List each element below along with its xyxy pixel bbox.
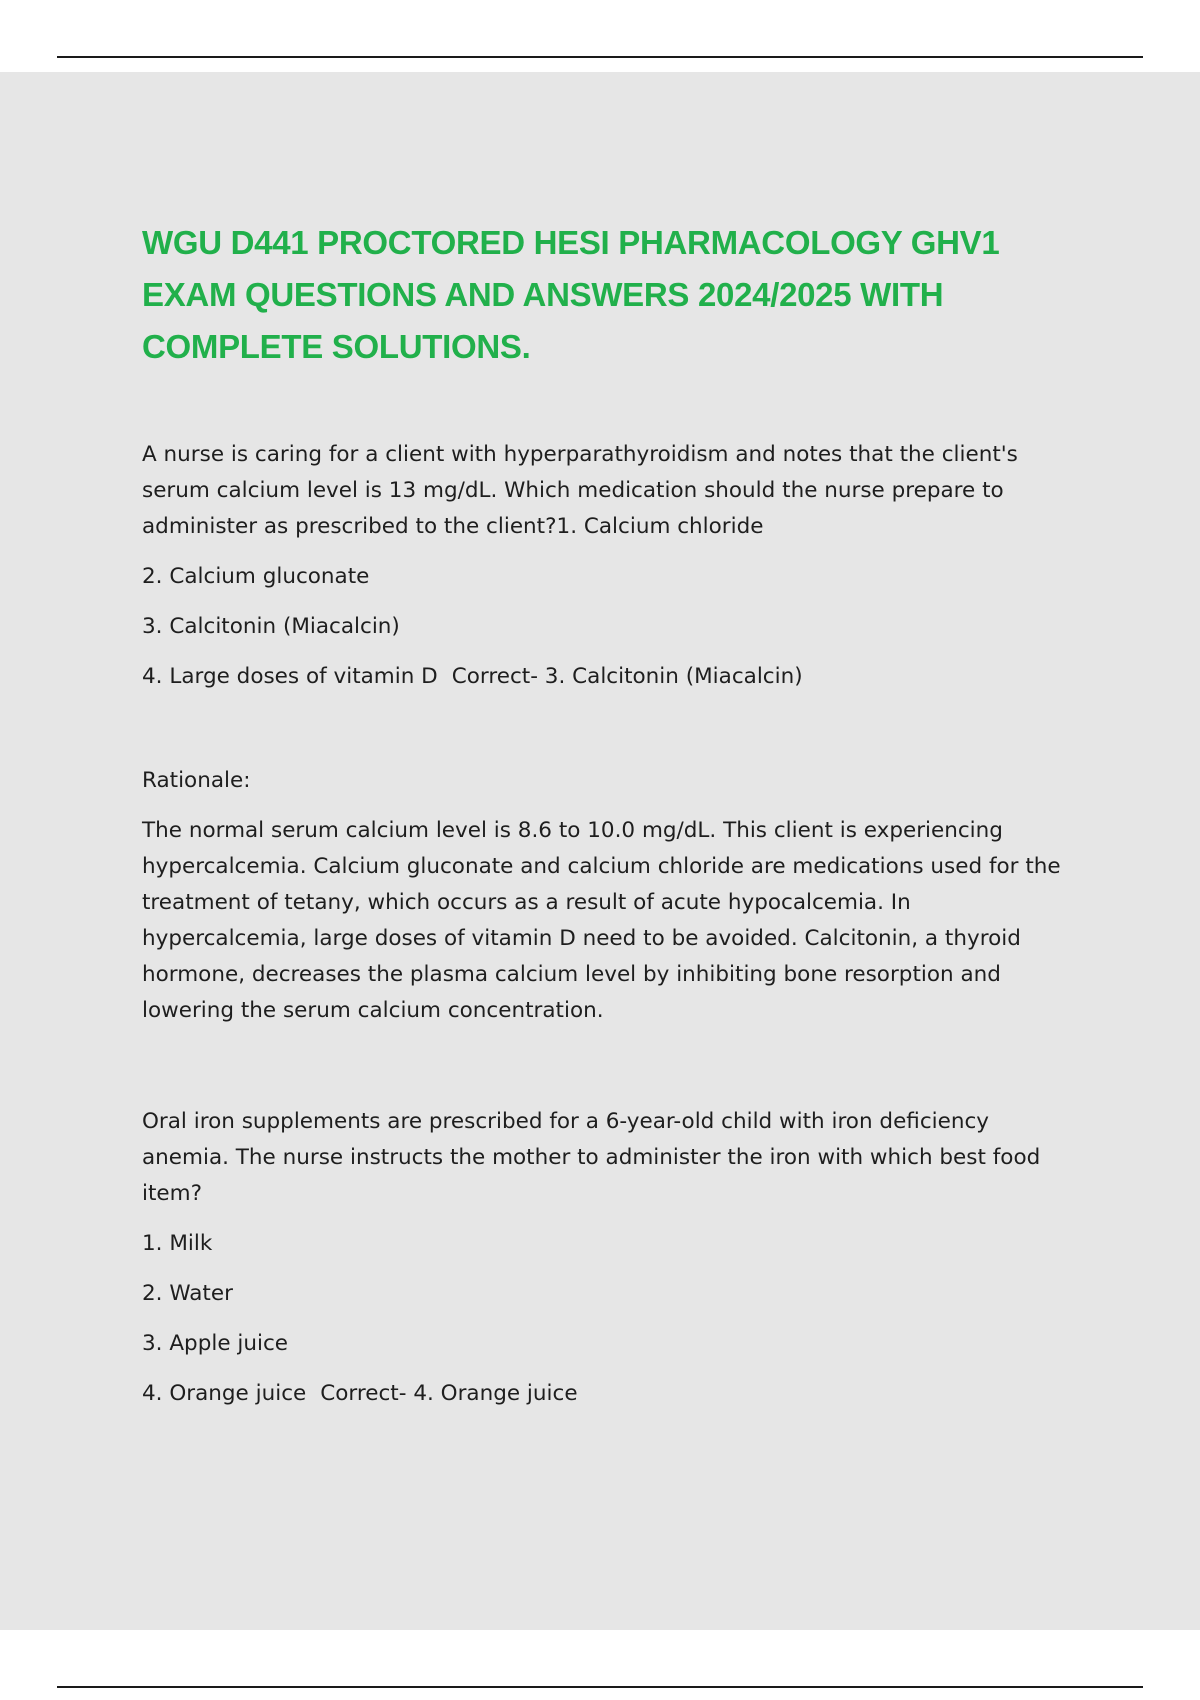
question-2-answer: Correct- 4. Orange juice (320, 1381, 578, 1406)
question-1-answer: Correct- 3. Calcitonin (Miacalcin) (451, 664, 803, 689)
question-2-option: 2. Water (142, 1281, 233, 1306)
question-2-stem: Oral iron supplements are prescribed for a 6-year-old child with iron deficiency anemia. The nurse instructs the mother to administer the iron with which best food item? (142, 1109, 1041, 1206)
question-1-option-text: 4. Large doses of vitamin D (142, 664, 438, 689)
rationale-text: The normal serum calcium level is 8.6 to 10.0 mg/dL. This client is experiencing hypercalcemia. Calcium gluconate and calcium chloride are medications used for the treatment of tetany, which occurs as a result of acute hypocalcemia. In hypercalcemia, large doses of vitamin D need to be avoided. Calcitonin, a thyroid hormone, decreases the plasma calcium level by inhibiting bone resorption and lowering the serum calcium concentration. (142, 818, 1061, 1023)
question-1-option-with-answer (142, 659, 1062, 695)
bottom-divider (57, 1686, 1143, 1688)
question-2-option: 3. Apple juice (142, 1331, 289, 1356)
question-2-option-with-answer (142, 1376, 1062, 1412)
question-2-option: 1. Milk (142, 1231, 213, 1256)
question-1-option: 3. Calcitonin (Miacalcin) (142, 614, 400, 639)
document-content (142, 217, 1062, 1412)
document-page (0, 72, 1200, 1630)
top-divider (57, 56, 1143, 58)
document-title: WGU D441 PROCTORED HESI PHARMACOLOGY GHV1 EXAM QUESTIONS AND ANSWERS 2024/2025 WITH COMPLETE SOLUTIONS. (142, 224, 1000, 365)
question-1-stem: A nurse is caring for a client with hyperparathyroidism and notes that the client's serum calcium level is 13 mg/dL. Which medication should the nurse prepare to administer as prescribed to the client?1. Calcium chloride (142, 442, 1018, 539)
question-2-option-text: 4. Orange juice (142, 1381, 307, 1406)
rationale-label: Rationale: (142, 768, 251, 793)
question-1-option: 2. Calcium gluconate (142, 564, 370, 589)
